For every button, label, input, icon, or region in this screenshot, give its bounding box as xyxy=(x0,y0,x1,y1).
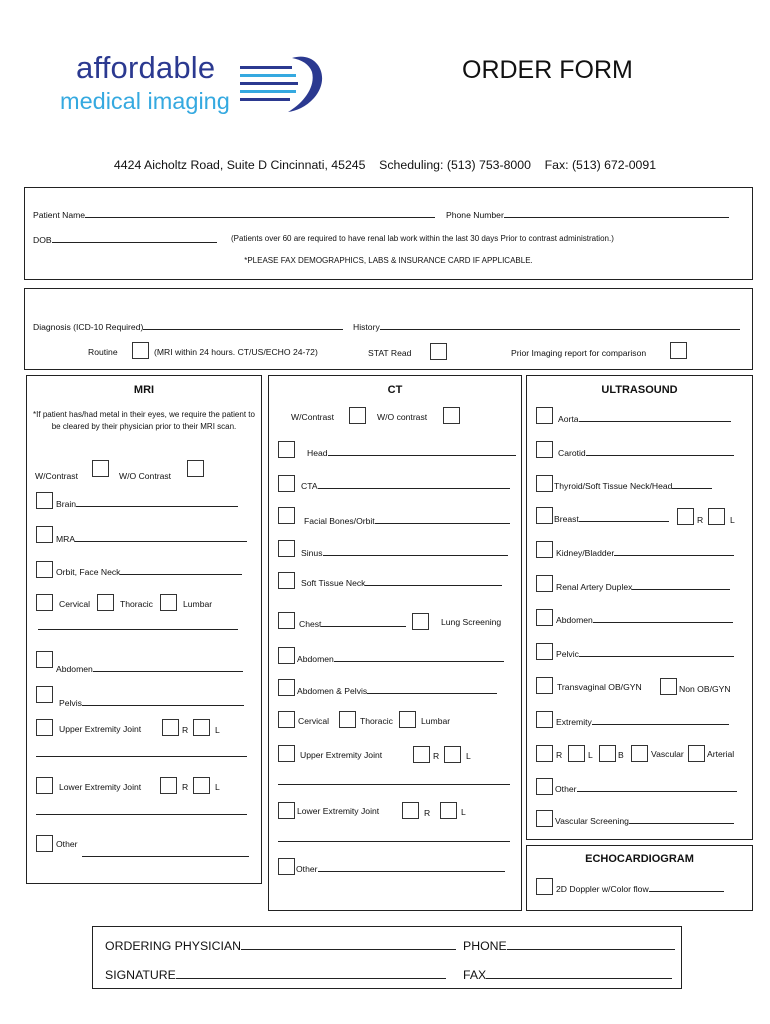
us-kidney-label: Kidney/Bladder xyxy=(556,548,615,558)
us-breast-l-checkbox[interactable] xyxy=(708,508,725,525)
signature-section xyxy=(92,926,682,989)
mri-upper-extremity-label: Upper Extremity Joint xyxy=(59,724,142,734)
patient-name-label: Patient Name xyxy=(33,210,86,220)
mri-cervical-checkbox[interactable] xyxy=(36,594,53,611)
mri-other-label: Other xyxy=(56,839,78,849)
ct-lower-line[interactable] xyxy=(278,841,510,842)
mri-pelvis-checkbox[interactable] xyxy=(36,686,53,703)
ct-abdomen-checkbox[interactable] xyxy=(278,647,295,664)
mri-lower-r-checkbox[interactable] xyxy=(160,777,177,794)
us-breast-l-label: L xyxy=(730,515,735,525)
logo-text-medical-imaging: medical imaging xyxy=(60,88,230,114)
mri-lower-line[interactable] xyxy=(36,814,247,815)
dob-field[interactable] xyxy=(33,233,217,246)
mri-without-contrast-label: W/O Contrast xyxy=(119,471,172,481)
history-label: History xyxy=(353,322,380,332)
history-field[interactable] xyxy=(353,320,740,333)
us-transvaginal-checkbox[interactable] xyxy=(536,677,553,694)
routine-note: (MRI within 24 hours. CT/US/ECHO 24-72) xyxy=(154,347,318,357)
us-l-checkbox[interactable] xyxy=(568,745,585,762)
renal-lab-note: (Patients over 60 are required to have renal lab work within the last 30 days Prior to contrast administration.) xyxy=(231,234,614,243)
logo-stripes-icon xyxy=(236,52,326,114)
ct-sinus-label: Sinus xyxy=(301,548,323,558)
us-abdomen-checkbox[interactable] xyxy=(536,609,553,626)
prior-imaging-checkbox[interactable] xyxy=(670,342,687,359)
us-aorta-checkbox[interactable] xyxy=(536,407,553,424)
us-thyroid-checkbox[interactable] xyxy=(536,475,553,492)
scheduling-phone: Scheduling: (513) 753-8000 xyxy=(379,158,531,172)
us-other-field xyxy=(555,782,737,795)
signature-field[interactable] xyxy=(105,967,446,982)
address: 4424 Aicholtz Road, Suite D Cincinnati, 45245 xyxy=(113,158,366,172)
form-title: ORDER FORM xyxy=(462,56,633,84)
us-breast-field xyxy=(554,512,669,525)
ct-upper-extremity-checkbox[interactable] xyxy=(278,745,295,762)
echo-doppler-checkbox[interactable] xyxy=(536,878,553,895)
mri-lower-extremity-checkbox[interactable] xyxy=(36,777,53,794)
ct-chest-field xyxy=(299,617,406,630)
ct-lumbar-checkbox[interactable] xyxy=(399,711,416,728)
routine-label: Routine xyxy=(88,347,118,357)
mri-upper-line[interactable] xyxy=(36,756,247,757)
us-vascular-screening-label: Vascular Screening xyxy=(555,816,629,826)
us-abdomen-field xyxy=(556,613,733,626)
mri-upper-r-label: R xyxy=(182,725,189,735)
us-carotid-label: Carotid xyxy=(558,448,586,458)
us-vascular-screening-field xyxy=(555,814,734,827)
patient-info-section xyxy=(24,187,753,280)
fax-demographics-note: *PLEASE FAX DEMOGRAPHICS, LABS & INSURANCE CARD IF APPLICABLE. xyxy=(244,256,533,265)
echo-title: ECHOCARDIOGRAM xyxy=(585,853,694,865)
us-thyroid-field xyxy=(554,479,712,492)
ct-title: CT xyxy=(387,384,403,396)
us-pelvic-field xyxy=(556,647,734,660)
us-renal-field xyxy=(556,580,730,593)
address-line xyxy=(0,158,770,172)
ct-chest-label: Chest xyxy=(299,619,322,629)
us-carotid-field xyxy=(558,446,734,459)
mri-orbit-label: Orbit, Face Neck xyxy=(56,567,121,577)
us-other-label: Other xyxy=(555,784,577,794)
mri-lumbar-checkbox[interactable] xyxy=(160,594,177,611)
fax-label: FAX xyxy=(463,968,487,982)
phone-field[interactable] xyxy=(463,938,675,953)
dob-label: DOB xyxy=(33,235,52,245)
mri-title: MRI xyxy=(133,384,155,396)
mri-lower-extremity-label: Lower Extremity Joint xyxy=(59,782,142,792)
echo-doppler-field xyxy=(556,882,724,895)
ct-with-contrast-label: W/Contrast xyxy=(291,412,334,422)
mri-brain-label: Brain xyxy=(56,499,77,509)
routine-checkbox[interactable] xyxy=(132,342,149,359)
ct-thoracic-label: Thoracic xyxy=(360,716,393,726)
mri-mra-label: MRA xyxy=(56,534,76,544)
ct-abdomen-pelvis-label: Abdomen & Pelvis xyxy=(297,686,368,696)
prior-imaging-label: Prior Imaging report for comparison xyxy=(511,348,647,358)
fax-field[interactable] xyxy=(463,967,672,982)
ct-cervical-label: Cervical xyxy=(298,716,330,726)
mri-brain-checkbox[interactable] xyxy=(36,492,53,509)
ct-soft-tissue-checkbox[interactable] xyxy=(278,572,295,589)
mri-upper-l-checkbox[interactable] xyxy=(193,719,210,736)
mri-abdomen-checkbox[interactable] xyxy=(36,651,53,668)
mri-thoracic-label: Thoracic xyxy=(120,599,153,609)
ct-without-contrast-label: W/O contrast xyxy=(377,412,428,422)
ct-head-field xyxy=(307,446,516,459)
us-breast-label: Breast xyxy=(554,514,579,524)
ct-thoracic-checkbox[interactable] xyxy=(339,711,356,728)
diagnosis-field[interactable] xyxy=(33,320,343,333)
ct-sinus-checkbox[interactable] xyxy=(278,540,295,557)
ct-head-checkbox[interactable] xyxy=(278,441,295,458)
ct-chest-checkbox[interactable] xyxy=(278,612,295,629)
ct-lung-screening-label: Lung Screening xyxy=(441,617,502,627)
ct-facial-bones-checkbox[interactable] xyxy=(278,507,295,524)
us-extremity-label: Extremity xyxy=(556,717,592,727)
mri-cervical-label: Cervical xyxy=(59,599,91,609)
us-breast-checkbox[interactable] xyxy=(536,507,553,524)
mri-other-checkbox[interactable] xyxy=(36,835,53,852)
mri-with-contrast-checkbox[interactable] xyxy=(92,460,109,477)
us-vascular-label: Vascular xyxy=(651,749,684,759)
signature-label: SIGNATURE xyxy=(105,968,176,982)
ct-lung-screening-checkbox[interactable] xyxy=(412,613,429,630)
mri-orbit-field xyxy=(56,565,242,578)
mri-mra-checkbox[interactable] xyxy=(36,526,53,543)
us-r-label: R xyxy=(556,750,563,760)
us-renal-label: Renal Artery Duplex xyxy=(556,582,633,592)
mri-section xyxy=(26,375,262,884)
us-r-checkbox[interactable] xyxy=(536,745,553,762)
us-vascular-screening-checkbox[interactable] xyxy=(536,810,553,827)
us-pelvic-checkbox[interactable] xyxy=(536,643,553,660)
diagnosis-section xyxy=(24,288,753,370)
us-breast-r-label: R xyxy=(697,515,704,525)
us-renal-checkbox[interactable] xyxy=(536,575,553,592)
mri-mra-field xyxy=(56,532,247,545)
us-kidney-field xyxy=(556,546,734,559)
ct-upper-extremity-label: Upper Extremity Joint xyxy=(300,750,383,760)
ct-cta-checkbox[interactable] xyxy=(278,475,295,492)
ct-sinus-field xyxy=(301,546,508,559)
ct-lower-r-checkbox[interactable] xyxy=(402,802,419,819)
ct-lower-r-label: R xyxy=(424,808,431,818)
us-arterial-checkbox[interactable] xyxy=(688,745,705,762)
us-b-checkbox[interactable] xyxy=(599,745,616,762)
ct-upper-line[interactable] xyxy=(278,784,510,785)
us-thyroid-label: Thyroid/Soft Tissue Neck/Head xyxy=(554,481,673,491)
mri-orbit-checkbox[interactable] xyxy=(36,561,53,578)
phone-number-label: Phone Number xyxy=(446,210,504,220)
echocardiogram-section xyxy=(526,845,753,911)
us-non-ob-checkbox[interactable] xyxy=(660,678,677,695)
us-b-label: B xyxy=(618,750,624,760)
ct-cervical-checkbox[interactable] xyxy=(278,711,295,728)
us-other-checkbox[interactable] xyxy=(536,778,553,795)
ct-facial-bones-label: Facial Bones/Orbit xyxy=(304,516,375,526)
us-carotid-checkbox[interactable] xyxy=(536,441,553,458)
echo-doppler-label: 2D Doppler w/Color flow xyxy=(556,884,649,894)
us-abdomen-label: Abdomen xyxy=(556,615,593,625)
fax-number: Fax: (513) 672-0091 xyxy=(544,158,657,172)
us-pelvic-label: Pelvic xyxy=(556,649,579,659)
ct-section xyxy=(268,375,522,911)
ct-lower-extremity-checkbox[interactable] xyxy=(278,802,295,819)
us-extremity-field xyxy=(556,715,729,728)
ct-abdomen-pelvis-checkbox[interactable] xyxy=(278,679,295,696)
ct-cta-field xyxy=(301,479,510,492)
ct-upper-l-label: L xyxy=(466,751,471,761)
us-arterial-label: Arterial xyxy=(707,749,735,759)
mri-abdomen-field xyxy=(56,662,243,675)
us-non-ob-label: Non OB/GYN xyxy=(679,684,731,694)
ct-abdomen-label: Abdomen xyxy=(297,654,334,664)
mri-thoracic-checkbox[interactable] xyxy=(97,594,114,611)
ct-cta-label: CTA xyxy=(301,481,318,491)
ct-upper-r-label: R xyxy=(433,751,440,761)
ct-lumbar-label: Lumbar xyxy=(421,716,451,726)
mri-spine-line[interactable] xyxy=(38,629,238,630)
mri-upper-extremity-checkbox[interactable] xyxy=(36,719,53,736)
ct-abdomen-pelvis-field xyxy=(297,684,497,697)
us-aorta-label: Aorta xyxy=(558,414,579,424)
ct-with-contrast-checkbox[interactable] xyxy=(349,407,366,424)
mri-without-contrast-checkbox[interactable] xyxy=(187,460,204,477)
diagnosis-label: Diagnosis (ICD-10 Required) xyxy=(33,322,144,332)
mri-upper-l-label: L xyxy=(215,725,220,735)
mri-lower-r-label: R xyxy=(182,782,189,792)
ct-upper-l-checkbox[interactable] xyxy=(444,746,461,763)
us-kidney-checkbox[interactable] xyxy=(536,541,553,558)
us-vascular-checkbox[interactable] xyxy=(631,745,648,762)
ct-lower-l-checkbox[interactable] xyxy=(440,802,457,819)
ct-soft-tissue-field xyxy=(301,576,502,589)
ct-other-checkbox[interactable] xyxy=(278,858,295,875)
stat-read-label: STAT Read xyxy=(368,348,412,358)
mri-pelvis-field xyxy=(59,696,244,709)
stat-read-checkbox[interactable] xyxy=(430,343,447,360)
mri-metal-note: *If patient has/had metal in their eyes, we require the patient to be cleared by their physician prior to their MRI scan. xyxy=(33,410,255,431)
ultrasound-title: ULTRASOUND xyxy=(601,384,678,396)
mri-lumbar-label: Lumbar xyxy=(183,599,213,609)
patient-name-field[interactable] xyxy=(33,208,435,221)
ct-lower-l-label: L xyxy=(461,807,466,817)
phone-label: PHONE xyxy=(463,939,507,953)
mri-brain-field xyxy=(56,497,238,510)
logo-text-affordable: affordable xyxy=(76,50,216,85)
phone-number-field[interactable] xyxy=(446,208,729,221)
ct-soft-tissue-label: Soft Tissue Neck xyxy=(301,578,366,588)
ct-upper-r-checkbox[interactable] xyxy=(413,746,430,763)
ultrasound-section xyxy=(526,375,753,840)
mri-other-line[interactable] xyxy=(82,856,249,857)
ct-facial-bones-field xyxy=(304,514,510,527)
mri-with-contrast-label: W/Contrast xyxy=(35,471,78,481)
ct-other-field xyxy=(296,862,505,875)
ordering-physician-label: ORDERING PHYSICIAN xyxy=(105,939,241,953)
us-breast-r-checkbox[interactable] xyxy=(677,508,694,525)
us-l-label: L xyxy=(588,750,593,760)
mri-lower-l-checkbox[interactable] xyxy=(193,777,210,794)
ct-other-label: Other xyxy=(296,864,318,874)
us-extremity-checkbox[interactable] xyxy=(536,711,553,728)
mri-pelvis-label: Pelvis xyxy=(59,698,82,708)
us-transvaginal-label: Transvaginal OB/GYN xyxy=(557,682,642,692)
ct-without-contrast-checkbox[interactable] xyxy=(443,407,460,424)
mri-upper-r-checkbox[interactable] xyxy=(162,719,179,736)
ct-head-label: Head xyxy=(307,448,328,458)
mri-abdomen-label: Abdomen xyxy=(56,664,93,674)
ordering-physician-field[interactable] xyxy=(105,938,456,953)
mri-lower-l-label: L xyxy=(215,782,220,792)
ct-abdomen-field xyxy=(297,652,504,665)
ct-lower-extremity-label: Lower Extremity Joint xyxy=(297,806,380,816)
us-aorta-field xyxy=(558,412,731,425)
